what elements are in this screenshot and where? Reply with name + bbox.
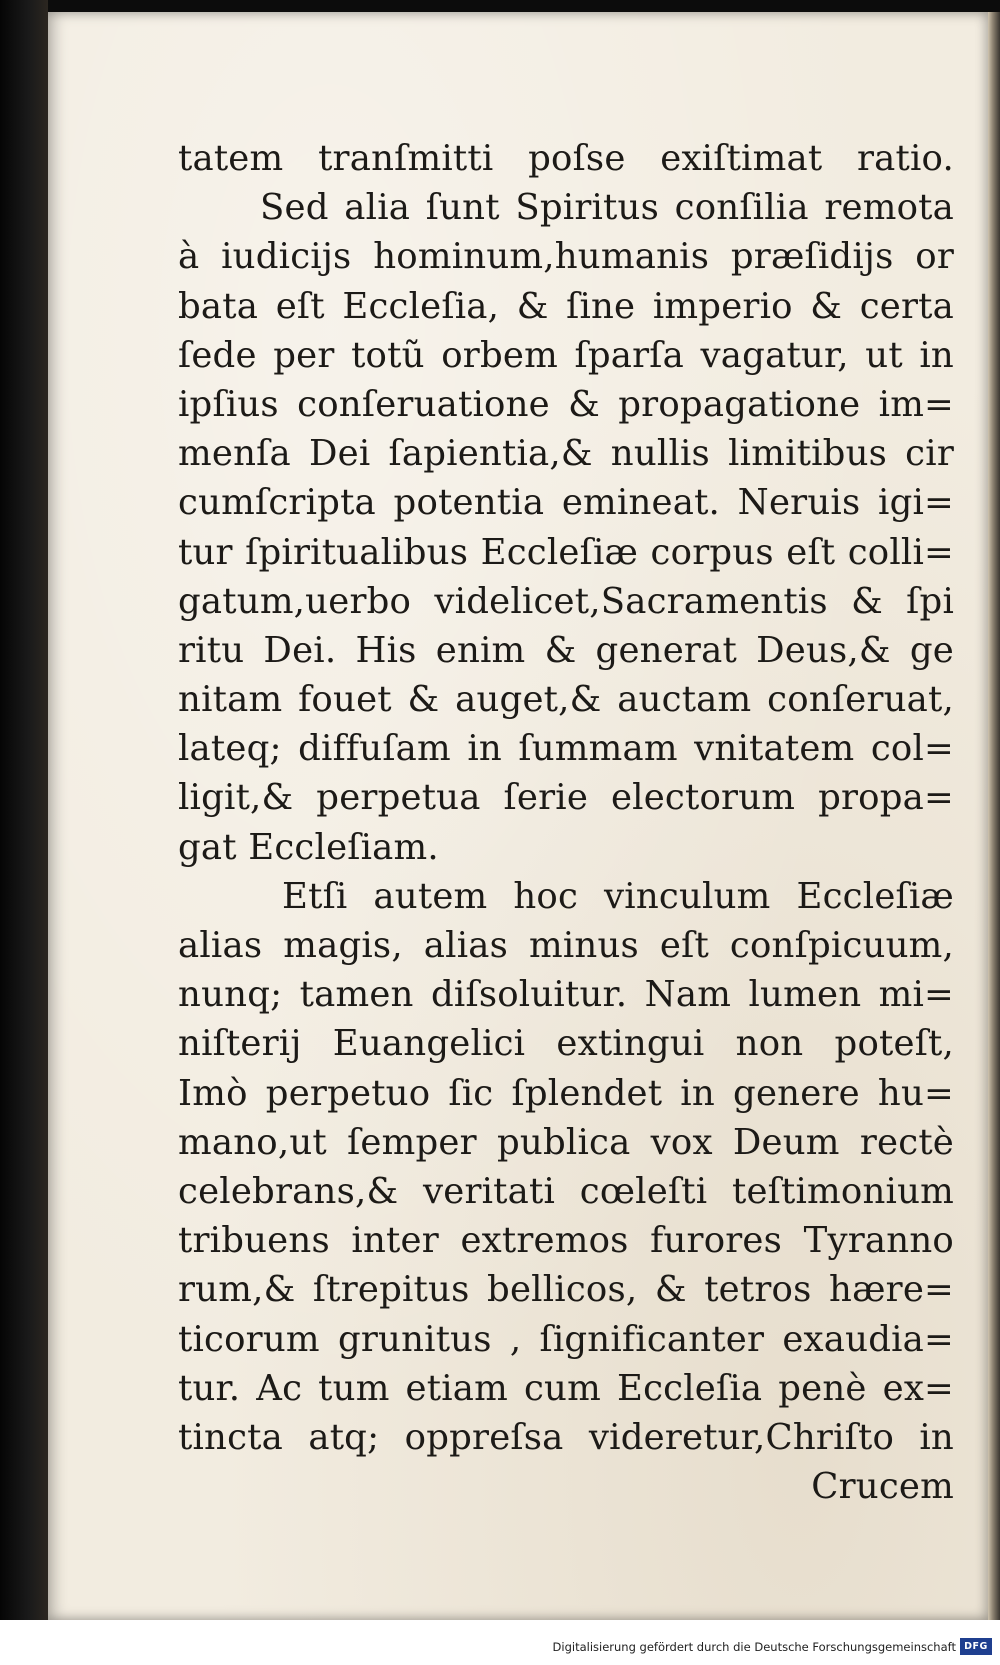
text-line: alias magis, alias minus eſt conſpicuum,: [178, 925, 954, 966]
text-line: lateq; diffuſam in ſummam vnitatem col=: [178, 728, 954, 770]
text-line: tribuens inter extremos furores Tyranno: [178, 1220, 954, 1262]
text-line: ticorum grunitus , ſignificanter exaudia=: [178, 1318, 954, 1360]
text-line: tur ſpiritualibus Eccleſiæ corpus eſt colli=: [178, 531, 954, 573]
text-line: ipſius conſeruatione & propagatione im=: [178, 383, 954, 425]
funding-credit: Digitalisierung gefördert durch die Deutsche Forschungsgemeinschaft: [552, 1640, 956, 1654]
text-line: celebrans,& veritati cœleſti teſtimonium: [178, 1170, 954, 1212]
text-line: Sed alia ſunt Spiritus conſilia remota: [260, 187, 954, 229]
text-line: à iudicijs hominum,humanis præſidijs or: [178, 236, 954, 278]
text-line: mano,ut ſemper publica vox Deum rectè: [178, 1121, 954, 1163]
text-line: gat Eccleſiam.: [178, 826, 439, 868]
text-line: bata eſt Eccleſia, & ſine imperio & certa: [178, 285, 954, 327]
text-line: cumſcripta potentia emineat. Neruis igi=: [178, 482, 954, 524]
text-line: tur. Ac tum etiam cum Eccleſia penè ex=: [178, 1367, 954, 1409]
text-line: ligit,& perpetua ſerie electorum propa=: [178, 777, 954, 819]
page-edge: [988, 12, 1000, 1620]
text-line: ritu Dei. His enim & generat Deus,& ge: [178, 629, 954, 671]
text-line: Imò perpetuo ſic ſplendet in genere hu=: [178, 1072, 954, 1114]
text-line: nitam fouet & auget,& auctam conſeruat,: [178, 679, 954, 721]
page-text: [178, 134, 954, 1511]
text-line: tatem tranſmitti poſse exiſtimat ratio.: [178, 138, 954, 179]
text-line: ſede per totũ orbem ſparſa vagatur, ut in: [178, 334, 954, 376]
text-line: menſa Dei ſapientia,& nullis limitibus cir: [178, 433, 954, 475]
text-line: tincta atq; oppreſsa videretur,Chriſto in: [178, 1416, 954, 1458]
text-line: gatum,uerbo videlicet,Sacramentis & ſpi: [178, 580, 954, 622]
dfg-logo-icon: DFG: [960, 1638, 992, 1655]
text-line: niſterij Euangelici extingui non poteſt,: [178, 1023, 954, 1065]
footer-bar: [0, 1620, 1000, 1665]
catchword: Crucem: [811, 1466, 954, 1508]
text-line: Etſi autem hoc vinculum Eccleſiæ: [282, 875, 954, 917]
text-line: nunq; tamen diſsoluitur. Nam lumen mi=: [178, 974, 954, 1016]
scan-gutter: [0, 0, 48, 1620]
text-line: rum,& ſtrepitus bellicos, & tetros hære=: [178, 1269, 954, 1311]
